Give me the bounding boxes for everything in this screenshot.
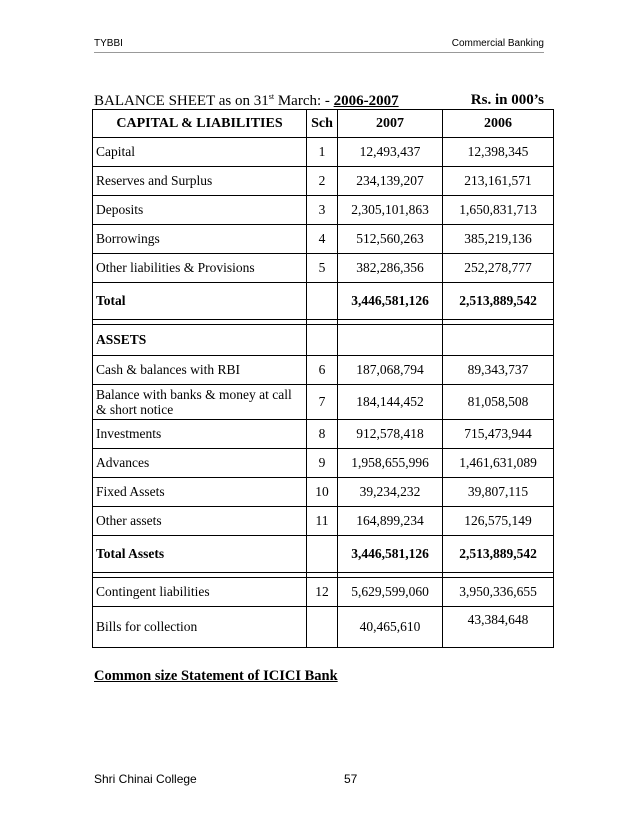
row-label: Borrowings <box>93 225 307 254</box>
row-2006: 385,219,136 <box>443 225 554 254</box>
row-2006: 213,161,571 <box>443 167 554 196</box>
total-assets-label: Total Assets <box>93 536 307 573</box>
table-row <box>93 607 554 648</box>
row-2006: 81,058,508 <box>443 385 554 420</box>
assets-heading: ASSETS <box>93 325 307 356</box>
total-assets-2006: 2,513,889,542 <box>443 536 554 573</box>
table-row <box>93 420 554 449</box>
total-row <box>93 283 554 320</box>
balance-sheet-table <box>92 109 554 648</box>
header-2007: 2007 <box>338 110 443 138</box>
header-left: TYBBI <box>94 38 123 49</box>
row-label: Capital <box>93 138 307 167</box>
row-2006: 1,650,831,713 <box>443 196 554 225</box>
row-label: Contingent liabilities <box>93 578 307 607</box>
title-text: BALANCE SHEET as on 31st March: - 2006-2007 <box>94 92 399 109</box>
row-2007: 1,958,655,996 <box>338 449 443 478</box>
row-2006: 89,343,737 <box>443 356 554 385</box>
row-sch: 9 <box>307 449 338 478</box>
page-header <box>94 38 544 53</box>
row-2007: 184,144,452 <box>338 385 443 420</box>
table-row <box>93 225 554 254</box>
header-2006: 2006 <box>443 110 554 138</box>
total-sch <box>307 283 338 320</box>
row-sch: 3 <box>307 196 338 225</box>
row-label: Other liabilities & Provisions <box>93 254 307 283</box>
table-row <box>93 196 554 225</box>
row-sch: 7 <box>307 385 338 420</box>
row-2006: 43,384,648 <box>443 607 554 648</box>
row-2007: 164,899,234 <box>338 507 443 536</box>
table-row <box>93 478 554 507</box>
row-sch: 1 <box>307 138 338 167</box>
total-assets-sch <box>307 536 338 573</box>
table-row <box>93 356 554 385</box>
row-2007: 5,629,599,060 <box>338 578 443 607</box>
table-row <box>93 385 554 420</box>
row-2006: 1,461,631,089 <box>443 449 554 478</box>
table-row <box>93 167 554 196</box>
table-row <box>93 138 554 167</box>
row-label: Advances <box>93 449 307 478</box>
row-2006: 126,575,149 <box>443 507 554 536</box>
row-2007: 912,578,418 <box>338 420 443 449</box>
row-label: Deposits <box>93 196 307 225</box>
row-label: Investments <box>93 420 307 449</box>
row-2006: 39,807,115 <box>443 478 554 507</box>
row-2007: 2,305,101,863 <box>338 196 443 225</box>
row-2007: 187,068,794 <box>338 356 443 385</box>
table-row <box>93 254 554 283</box>
row-2007: 12,493,437 <box>338 138 443 167</box>
row-label: Bills for collection <box>93 607 307 648</box>
row-sch: 8 <box>307 420 338 449</box>
row-sch: 11 <box>307 507 338 536</box>
row-sch: 6 <box>307 356 338 385</box>
total-2006: 2,513,889,542 <box>443 283 554 320</box>
row-label: Cash & balances with RBI <box>93 356 307 385</box>
title-year: 2006-2007 <box>333 93 399 109</box>
row-2006: 715,473,944 <box>443 420 554 449</box>
balance-sheet-title <box>94 92 544 110</box>
row-label: Balance with banks & money at call & short notice <box>93 385 307 420</box>
row-label: Reserves and Surplus <box>93 167 307 196</box>
table-row <box>93 449 554 478</box>
total-label: Total <box>93 283 307 320</box>
header-right: Commercial Banking <box>451 38 544 49</box>
row-label: Fixed Assets <box>93 478 307 507</box>
footer-college: Shri Chinai College <box>94 772 197 786</box>
header-sch: Sch <box>307 110 338 138</box>
total-assets-row <box>93 536 554 573</box>
row-sch: 2 <box>307 167 338 196</box>
table-row <box>93 507 554 536</box>
assets-heading-row <box>93 325 554 356</box>
row-2006: 12,398,345 <box>443 138 554 167</box>
row-2007: 40,465,610 <box>338 607 443 648</box>
row-2007: 512,560,263 <box>338 225 443 254</box>
section-subtitle: Common size Statement of ICICI Bank <box>94 668 338 684</box>
row-sch: 10 <box>307 478 338 507</box>
page-number: 57 <box>344 772 358 786</box>
units-label: Rs. in 000’s <box>470 92 544 108</box>
row-sch: 12 <box>307 578 338 607</box>
total-assets-2007: 3,446,581,126 <box>338 536 443 573</box>
row-2006: 252,278,777 <box>443 254 554 283</box>
row-label: Other assets <box>93 507 307 536</box>
row-sch <box>307 607 338 648</box>
header-capital-liabilities: CAPITAL & LIABILITIES <box>93 110 307 138</box>
row-2007: 39,234,232 <box>338 478 443 507</box>
row-2007: 234,139,207 <box>338 167 443 196</box>
table-row <box>93 578 554 607</box>
table-header-row <box>93 110 554 138</box>
row-2006: 3,950,336,655 <box>443 578 554 607</box>
row-sch: 4 <box>307 225 338 254</box>
row-2007: 382,286,356 <box>338 254 443 283</box>
total-2007: 3,446,581,126 <box>338 283 443 320</box>
page-footer <box>94 772 454 786</box>
row-sch: 5 <box>307 254 338 283</box>
